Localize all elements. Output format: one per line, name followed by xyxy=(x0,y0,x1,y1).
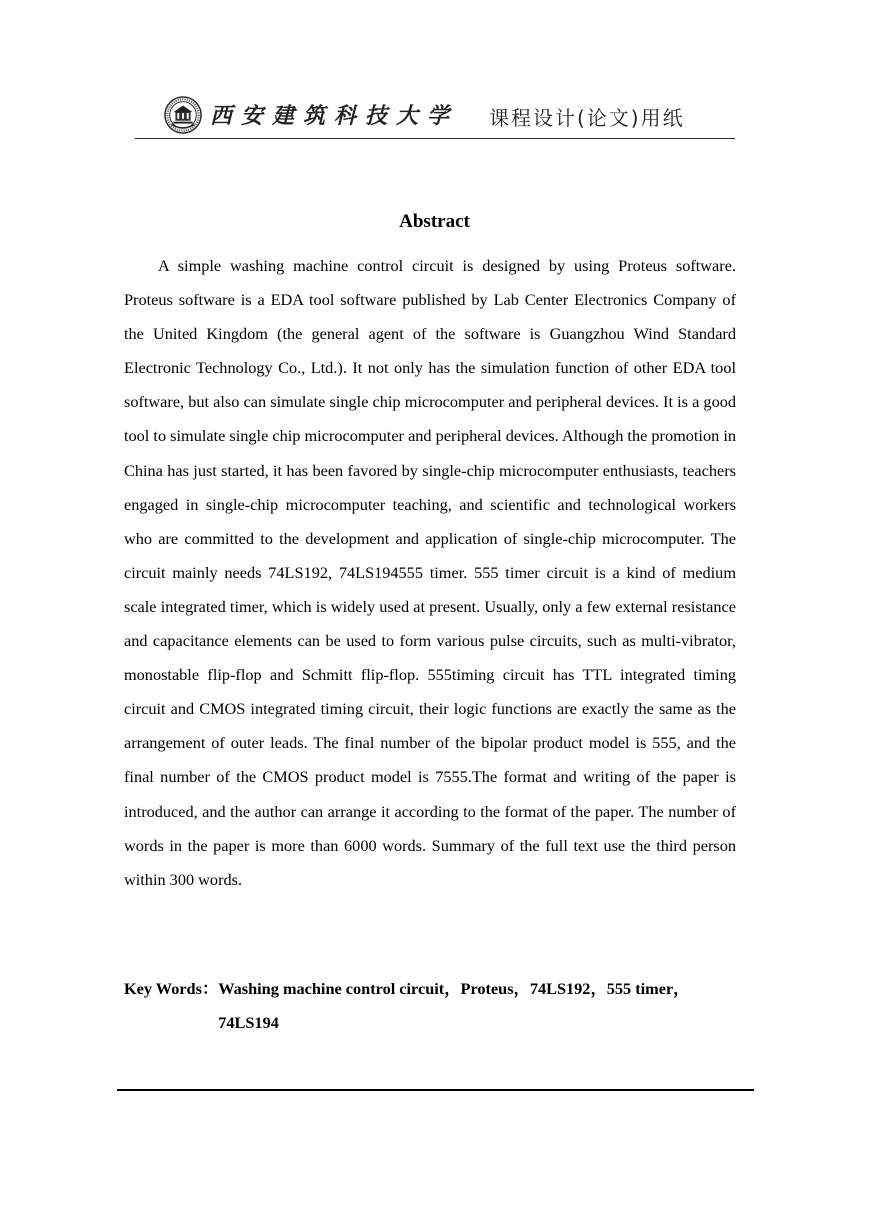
page-header xyxy=(135,92,735,139)
university-logo xyxy=(164,96,202,134)
keywords-values: Washing machine control circuit，Proteus，74LS192，555 timer，74LS194 xyxy=(218,979,690,1032)
abstract-body: A simple washing machine control circuit is designed by using Proteus software. Proteus software is a EDA tool software published by Lab Center Electronics Company of the United Kingdom (the general agent of the software is Guangzhou Wind Standard Electronic Technology Co., Ltd.). It not only has the simulation function of other EDA tool software, but also can simulate single chip microcomputer and peripheral devices. It is a good tool to simulate single chip microcomputer and peripheral devices. Although the promotion in China has just started, it has been favored by single-chip microcomputer enthusiasts, teachers engaged in single-chip microcomputer teaching, and scientific and technological workers who are committed to the development and application of single-chip microcomputer. The circuit mainly needs 74LS192, 74LS194555 timer. 555 timer circuit is a kind of medium scale integrated timer, which is widely used at present. Usually, only a few external resistance and capacitance elements can be used to form various pulse circuits, such as multi-vibrator, monostable flip-flop and Schmitt flip-flop. 555timing circuit has TTL integrated timing circuit and CMOS integrated timing circuit, their logic functions are exactly the same as the arrangement of outer leads. The final number of the bipolar product model is 555, and the final number of the CMOS product model is 7555.The format and writing of the paper is introduced, and the author can arrange it according to the format of the paper. The number of words in the paper is more than 6000 words. Summary of the full text use the third person within 300 words. xyxy=(124,256,736,889)
university-name: 西安建筑科技大学 xyxy=(210,103,459,129)
keywords-section xyxy=(124,972,736,1040)
keywords-label: Key Words： xyxy=(124,979,219,998)
footer-divider xyxy=(117,1089,754,1091)
document-type-label: 课程设计(论文)用纸 xyxy=(489,106,685,130)
abstract-title: Abstract xyxy=(399,211,470,232)
